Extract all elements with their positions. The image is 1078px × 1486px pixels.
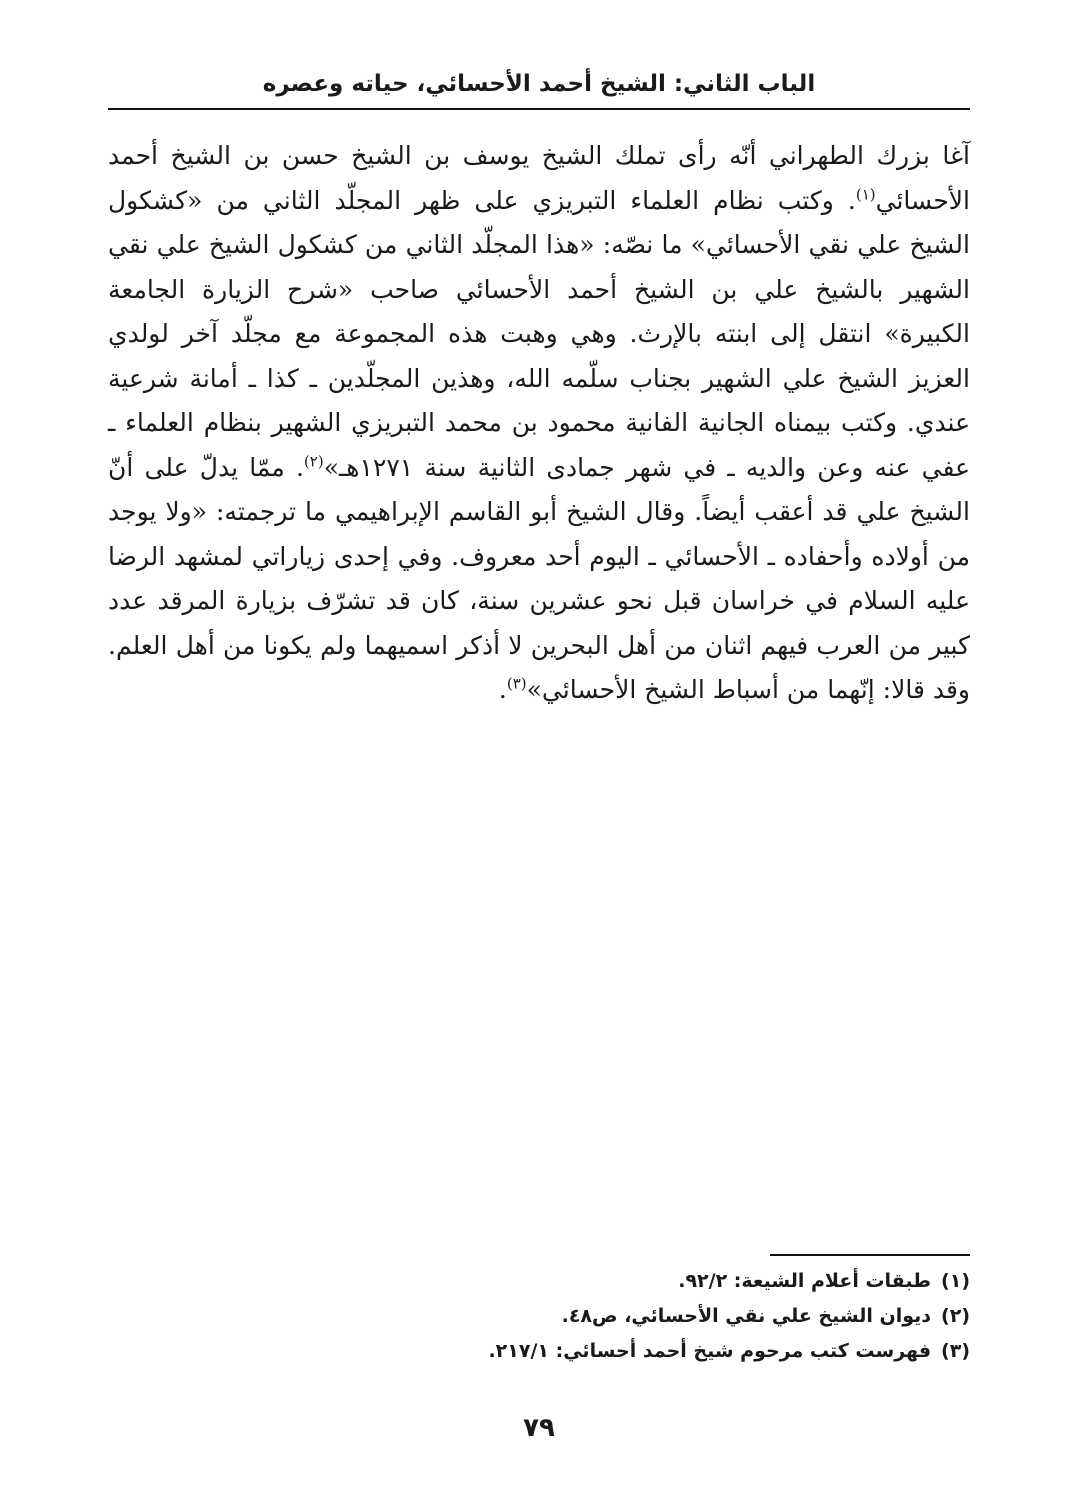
- footnote-text: طبقات أعلام الشيعة: ٩٢/٢.: [678, 1270, 932, 1292]
- footnote-rule: [770, 1254, 970, 1256]
- footnote-3: [108, 1334, 970, 1369]
- footnote-number: (٢): [941, 1305, 970, 1327]
- body-text: [108, 134, 970, 713]
- footnote-text: ديوان الشيخ علي نقي الأحسائي، ص٤٨.: [561, 1305, 932, 1327]
- body-segment-4: .: [498, 675, 507, 704]
- header-rule: [108, 108, 970, 110]
- page-number: ٧٩: [523, 1413, 555, 1443]
- footnotes: [108, 1264, 970, 1369]
- body-segment-1: آغا بزرك الطهراني أنّه رأى تملك الشيخ يوسف بن الشيخ حسن بن الشيخ أحمد الأحسائي: [108, 141, 970, 215]
- footnote-2: [108, 1299, 970, 1334]
- running-header: الباب الثاني: الشيخ أحمد الأحسائي، حياته وعصره: [262, 71, 816, 97]
- footnote-1: [108, 1264, 970, 1299]
- footnote-number: (١): [941, 1270, 970, 1292]
- footnote-ref-2: (٢): [303, 452, 324, 471]
- body-paragraph: [108, 134, 970, 713]
- footnote-number: (٣): [941, 1340, 970, 1362]
- footnote-ref-1: (١): [855, 185, 876, 204]
- footnote-ref-3: (٣): [506, 674, 527, 693]
- body-segment-2: . وكتب نظام العلماء التبريزي على ظهر المجلّد الثاني من «كشكول الشيخ علي نقي الأحسائي» ما نصّه: «هذا المجلّد الثاني من كشكول الشيخ علي نقي الشهير بالشيخ علي بن الشيخ أحمد الأحسائي صاحب «شرح الزيارة الجامعة الكبيرة» انتقل إلى ابنته بالإرث. وهي وهبت هذه المجموعة مع مجلّد آخر لولدي العزيز الشيخ علي الشهير بجناب سلّمه الله، وهذين المجلّدين ـ كذا ـ أمانة شرعية عندي. وكتب بيمناه الجانية الفانية محمود بن محمد التبريزي الشهير بنظام العلماء ـ عفي عنه وعن والديه ـ في شهر جمادى الثانية سنة ١٢٧١هـ»: [108, 185, 971, 482]
- footnote-text: فهرست كتب مرحوم شيخ أحمد أحسائي: ٢١٧/١.: [488, 1340, 932, 1362]
- body-segment-3: . ممّا يدلّ على أنّ الشيخ علي قد أعقب أيضاً. وقال الشيخ أبو القاسم الإبراهيمي ما ترجمته: «ولا يوجد من أولاده وأحفاده ـ الأحسائي ـ اليوم أحد معروف. وفي إحدى زياراتي لمشهد الرضا عليه السلام في خراسان قبل نحو عشرين سنة، كان قد تشرّف بزيارة المرقد عدد كبير من العرب فيهم اثنان من أهل البحرين لا أذكر اسميهما ولم يكونا من أهل العلم. وقد قالا: إنّهما من أسباط الشيخ الأحسائي»: [108, 452, 970, 704]
